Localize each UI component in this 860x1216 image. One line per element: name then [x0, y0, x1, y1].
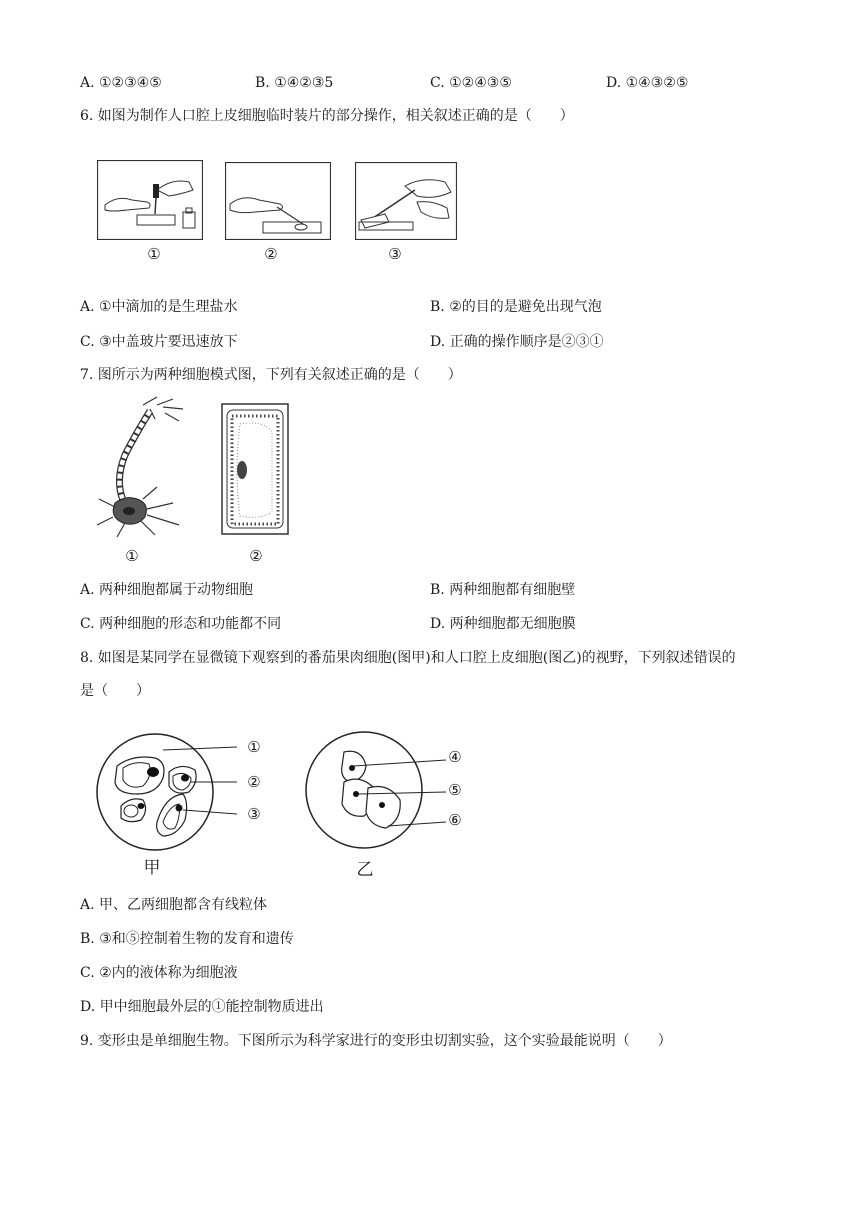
q8-marker-3: ③: [247, 805, 261, 823]
q8-figure-jia-label: 甲: [143, 858, 161, 878]
q7-figure-label-2: ②: [249, 547, 263, 565]
q8-option-c: C. ②内的液体称为细胞液: [80, 965, 238, 981]
q8-option-d: D. 甲中细胞最外层的①能控制物质进出: [80, 999, 324, 1015]
q6-figure-label-1: ①: [147, 245, 161, 263]
q8-stem-line-1: 8. 如图是某同学在显微镜下观察到的番茄果肉细胞(图甲)和人口腔上皮细胞(图乙)的视野，下列叙述错误的: [80, 650, 736, 666]
q7-neuron-figure: [95, 395, 190, 540]
q7-option-c: C. 两种细胞的形态和功能都不同: [80, 616, 282, 632]
q6-figure-label-2: ②: [264, 245, 278, 263]
q8-marker-2: ②: [247, 773, 261, 791]
q5-option-c: C. ①②④③⑤: [430, 75, 512, 91]
q7-plant-cell-figure: [220, 402, 292, 537]
q6-stem: 6. 如图为制作人口腔上皮细胞临时装片的部分操作，相关叙述正确的是（ ）: [80, 108, 574, 124]
q5-option-d: D. ①④③②⑤: [606, 75, 689, 91]
q8-option-b: B. ③和⑤控制着生物的发育和遗传: [80, 931, 294, 947]
q6-figure-2: [225, 162, 331, 240]
q6-option-d: D. 正确的操作顺序是②③①: [430, 334, 604, 350]
q6-figure-label-3: ③: [388, 245, 402, 263]
q8-option-a: A. 甲、乙两细胞都含有线粒体: [80, 897, 268, 913]
q7-option-d: D. 两种细胞都无细胞膜: [430, 616, 576, 632]
q7-figure-label-1: ①: [125, 547, 139, 565]
q7-option-a: A. 两种细胞都属于动物细胞: [80, 582, 254, 598]
q6-option-b: B. ②的目的是避免出现气泡: [430, 299, 602, 315]
q8-marker-6: ⑥: [448, 811, 462, 829]
q8-figure-yi-label: 乙: [356, 860, 374, 880]
q6-option-a: A. ①中滴加的是生理盐水: [80, 299, 238, 315]
q5-option-a: A. ①②③④⑤: [80, 75, 162, 91]
q5-option-b: B. ①④②③5: [255, 75, 334, 91]
q8-marker-5: ⑤: [448, 781, 462, 799]
q8-marker-1: ①: [247, 738, 261, 756]
q7-stem: 7. 图所示为两种细胞模式图，下列有关叙述正确的是（ ）: [80, 367, 462, 383]
q7-option-b: B. 两种细胞都有细胞壁: [430, 582, 576, 598]
q8-marker-4: ④: [448, 748, 462, 766]
q9-stem: 9. 变形虫是单细胞生物。下图所示为科学家进行的变形虫切割实验，这个实验最能说明（ ）: [80, 1033, 672, 1049]
q8-stem-line-2: 是（ ）: [80, 683, 150, 699]
q6-figure-1: [97, 160, 203, 240]
q6-option-c: C. ③中盖玻片要迅速放下: [80, 334, 238, 350]
q6-figure-3: [355, 162, 457, 240]
